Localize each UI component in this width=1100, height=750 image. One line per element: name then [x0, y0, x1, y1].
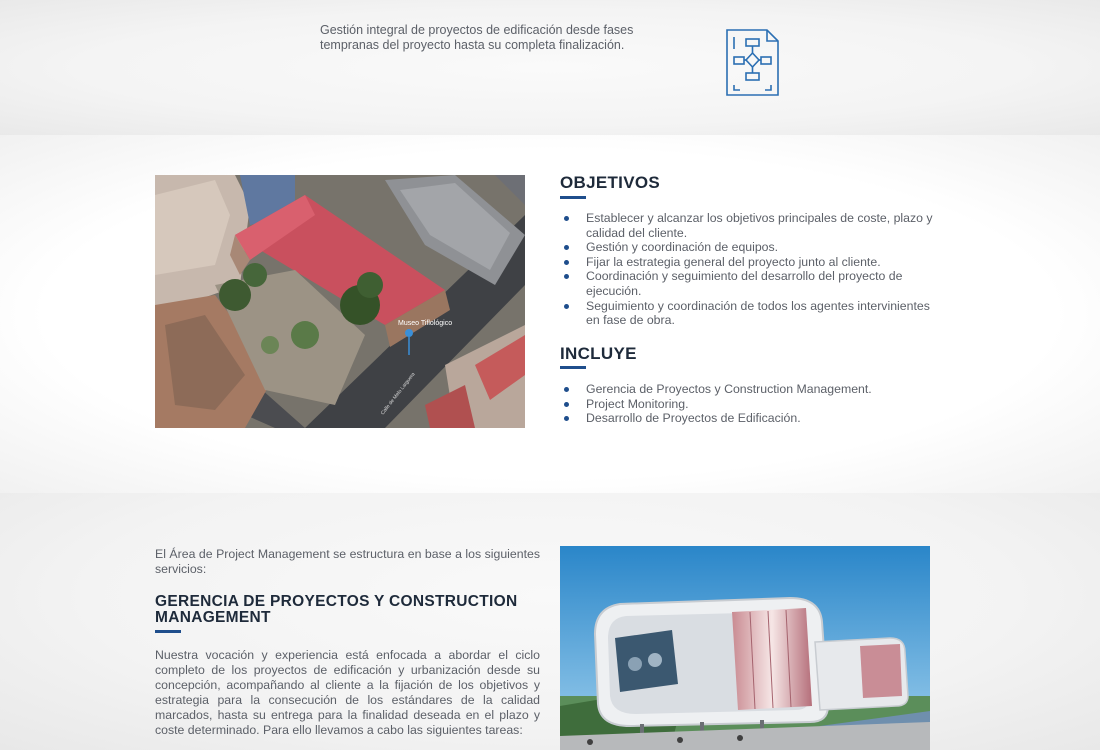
- gerencia-body: Nuestra vocación y experiencia está enfocada a abordar el ciclo completo de los proyectos de edificación y urbanización desde su concepción, acompañando al cliente a la fijación de los objetivos y estrategia para la consecución de los estándares de la calidad marcados, hasta su entrega para la finalidad deseada en el plazo y coste determinado. Para ello llevamos a cabo las siguientes tareas:: [155, 648, 540, 737]
- list-item: Gerencia de Proyectos y Construction Management.: [560, 382, 945, 397]
- building-render-image: [560, 546, 930, 750]
- objetivos-heading: OBJETIVOS: [560, 173, 661, 192]
- objetivos-list: [560, 211, 945, 328]
- list-item: Project Monitoring.: [560, 397, 945, 412]
- list-item: Coordinación y seguimiento del desarrollo del proyecto de ejecución.: [560, 269, 945, 298]
- services-intro: El Área de Project Management se estructura en base a los siguientes servicios:: [155, 547, 540, 576]
- intro-section: [0, 0, 1100, 135]
- list-item: Gestión y coordinación de equipos.: [560, 240, 945, 255]
- intro-text: Gestión integral de proyectos de edificación desde fases tempranas del proyecto hasta su completa finalización.: [320, 23, 634, 52]
- gerencia-heading-line2: MANAGEMENT: [155, 609, 271, 626]
- list-item: Desarrollo de Proyectos de Edificación.: [560, 411, 945, 426]
- aerial-map-image: [155, 175, 525, 428]
- flowchart-document-icon: [726, 29, 779, 96]
- list-item: Seguimiento y coordinación de todos los agentes intervinientes en fase de obra.: [560, 299, 945, 328]
- gerencia-heading: [155, 594, 517, 626]
- incluye-underline: [560, 366, 586, 369]
- incluye-heading: INCLUYE: [560, 344, 637, 363]
- gerencia-underline: [155, 630, 181, 633]
- gerencia-heading-line1: GERENCIA DE PROYECTOS Y CONSTRUCTION: [155, 593, 518, 610]
- list-item: Establecer y alcanzar los objetivos principales de coste, plazo y calidad del cliente.: [560, 211, 945, 240]
- map-street-label: Calle de Melo Larguera: [379, 371, 417, 417]
- list-item: Fijar la estrategia general del proyecto junto al cliente.: [560, 255, 945, 270]
- incluye-list: [560, 382, 945, 426]
- map-poi-label: Museo Tiflológico: [398, 320, 453, 327]
- objetivos-underline: [560, 196, 586, 199]
